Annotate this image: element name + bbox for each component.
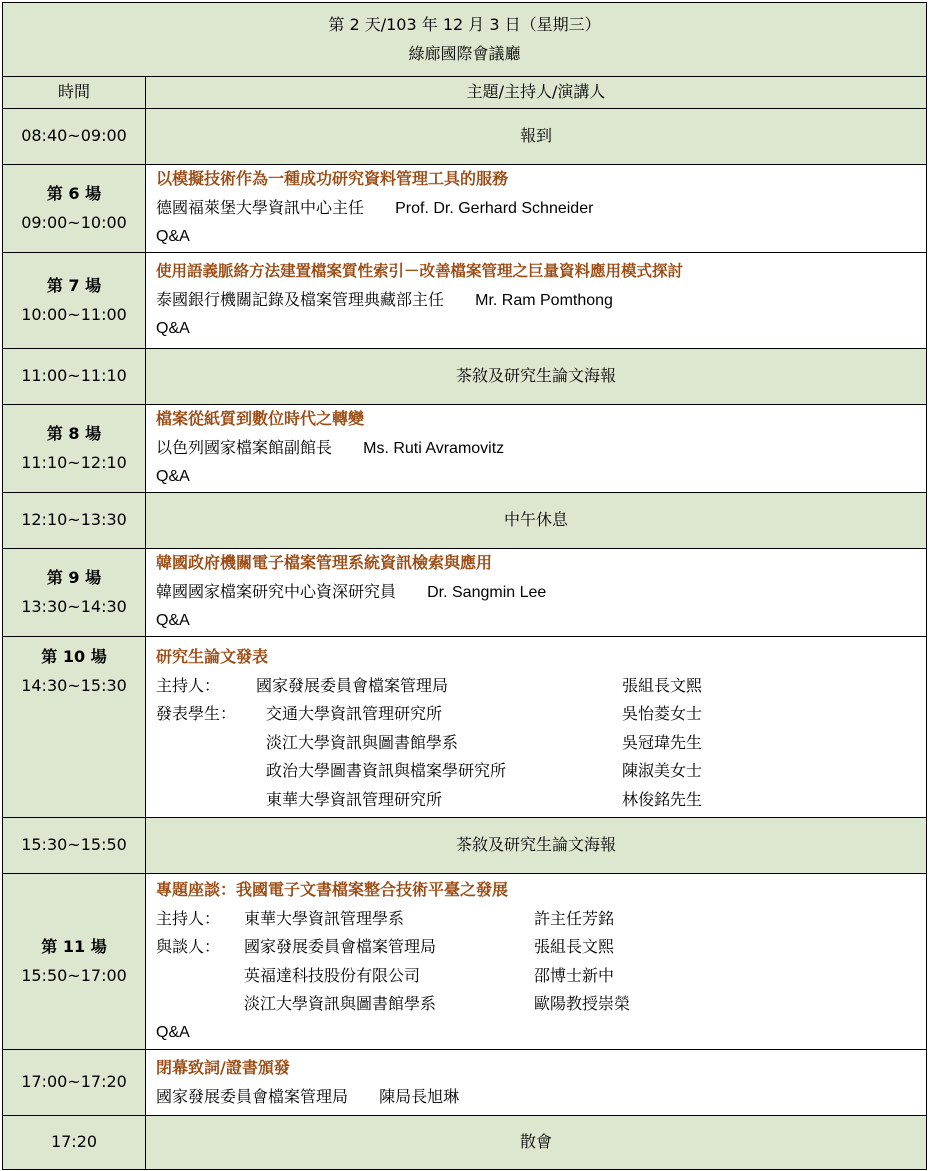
panelist-name: 張組長文熙: [534, 937, 615, 956]
closing-time: 17:00~17:20: [3, 1050, 146, 1116]
session-11-qa: Q&A: [156, 1023, 190, 1041]
session-8-qa: Q&A: [156, 468, 190, 486]
closing-speaker: [156, 1083, 926, 1112]
schedule-sheet: [2, 2, 927, 1170]
session-10-presenter-row: [156, 786, 926, 815]
row-session-10: [3, 637, 927, 818]
row-session-9: [3, 549, 927, 637]
session-11-host-name: 許主任芳銘: [534, 908, 615, 928]
session-9-speaker-name: Dr. Sangmin Lee: [427, 583, 547, 601]
row-break-1: [3, 349, 927, 405]
closing-content: [146, 1050, 927, 1116]
col-time-header: 時間: [3, 77, 146, 109]
session-9-speaker: [156, 578, 926, 608]
lunch-time: 12:10~13:30: [3, 493, 146, 549]
session-9-label: 第 9 場: [46, 568, 102, 587]
session-8-time: 11:10~12:10: [21, 452, 127, 472]
session-7-time: 10:00~11:00: [21, 304, 127, 324]
row-lunch: [3, 493, 927, 549]
presenter-name: 吳怡菱女士: [622, 704, 703, 723]
session-7-speaker: [156, 286, 926, 316]
session-10-host: [156, 672, 926, 701]
row-session-6: [3, 165, 927, 253]
presenter-org: 交通大學資訊管理研究所: [266, 704, 443, 723]
session-9-time-cell: [3, 549, 146, 637]
day-line: 第 2 天/103 年 12 月 3 日（星期三）: [328, 15, 601, 34]
session-9-content: [146, 549, 927, 637]
session-9-speaker-org: 韓國國家檔案研究中心資深研究員: [156, 581, 397, 601]
session-10-presenter-row: [156, 700, 926, 729]
row-session-11: [3, 874, 927, 1050]
presenter-org: 淡江大學資訊與圖書館學系: [266, 732, 459, 752]
panelist-name: 邵博士新中: [534, 965, 615, 985]
session-10-presenter-row: [156, 729, 926, 758]
row-session-8: [3, 405, 927, 493]
session-6-content: [146, 165, 927, 253]
session-10-time-cell: [3, 637, 146, 818]
row-session-7: [3, 253, 927, 349]
checkin-time: 08:40~09:00: [3, 109, 146, 165]
session-8-time-cell: [3, 405, 146, 493]
session-8-content: [146, 405, 927, 493]
panelist-name: 歐陽教授崇榮: [534, 994, 631, 1013]
end-time: 17:20: [3, 1116, 146, 1170]
session-8-speaker: [156, 434, 926, 464]
session-6-time: 09:00~10:00: [21, 212, 127, 232]
panelist-org: 國家發展委員會檔案管理局: [244, 937, 437, 956]
session-10-label: 第 10 場: [41, 647, 107, 666]
session-10-presenters-label: 發表學生：: [156, 704, 237, 723]
session-11-label: 第 11 場: [41, 937, 107, 956]
column-header-row: [3, 77, 927, 109]
checkin-text: 報到: [146, 109, 927, 165]
presenter-name: 吳冠瑋先生: [622, 732, 703, 752]
lunch-text: 中午休息: [146, 493, 927, 549]
session-10-presenter-row: [156, 757, 926, 786]
session-7-speaker-name: Mr. Ram Pomthong: [475, 291, 613, 309]
session-6-speaker-name: Prof. Dr. Gerhard Schneider: [395, 199, 594, 217]
session-11-content: [146, 874, 927, 1050]
row-checkin: [3, 109, 927, 165]
break-1-text: 茶敘及研究生論文海報: [146, 349, 927, 405]
presenter-org: 東華大學資訊管理研究所: [266, 789, 443, 809]
session-11-host-org: 東華大學資訊管理學系: [244, 908, 405, 928]
session-9-time: 13:30~14:30: [21, 596, 127, 616]
session-11-title: 專題座談：我國電子文書檔案整合技術平臺之發展: [156, 880, 509, 899]
presenter-org: 政治大學圖書資訊與檔案學研究所: [266, 761, 507, 780]
session-11-host-label: 主持人：: [156, 908, 221, 928]
presenter-name: 林俊銘先生: [622, 789, 703, 809]
session-7-label: 第 7 場: [46, 276, 102, 295]
break-2-text: 茶敘及研究生論文海報: [146, 818, 927, 874]
session-6-qa: Q&A: [156, 228, 190, 246]
session-11-time-cell: [3, 874, 146, 1050]
session-6-label: 第 6 場: [46, 184, 102, 203]
break-2-time: 15:30~15:50: [3, 818, 146, 874]
col-topic-header: 主題/主持人/演講人: [146, 77, 927, 109]
session-8-label: 第 8 場: [46, 424, 102, 443]
session-6-speaker-org: 德國福萊堡大學資訊中心主任: [156, 197, 365, 217]
row-end: [3, 1116, 927, 1170]
session-11-panelist-row: [156, 990, 926, 1019]
session-8-speaker-name: Ms. Ruti Avramovitz: [363, 439, 505, 457]
closing-title: 閉幕致詞/證書頒發: [156, 1058, 290, 1077]
session-6-title: 以模擬技術作為一種成功研究資料管理工具的服務: [156, 169, 509, 189]
session-11-panel-label: 與談人：: [156, 937, 221, 956]
session-10-host-label: 主持人：: [156, 675, 221, 695]
venue-line: 綠廊國際會議廳: [408, 43, 521, 63]
session-10-content: [146, 637, 927, 818]
closing-name: 陳局長旭琳: [379, 1086, 460, 1106]
session-11-host: [156, 905, 926, 934]
end-text: 散會: [146, 1116, 927, 1170]
session-7-content: [146, 253, 927, 349]
session-10-title: 研究生論文發表: [156, 647, 269, 666]
header-cell: [3, 3, 927, 77]
schedule-table: [2, 2, 927, 1170]
session-7-speaker-org: 泰國銀行機關記錄及檔案管理典藏部主任: [156, 289, 445, 309]
session-7-time-cell: [3, 253, 146, 349]
panelist-org: 淡江大學資訊與圖書館學系: [244, 994, 437, 1013]
session-11-panelist-row: [156, 933, 926, 962]
session-9-title: 韓國政府機關電子檔案管理系統資訊檢索與應用: [156, 553, 493, 573]
presenter-name: 陳淑美女士: [622, 761, 703, 780]
session-7-qa: Q&A: [156, 320, 190, 338]
session-11-time: 15:50~17:00: [21, 965, 127, 985]
session-7-title: 使用語義脈絡方法建置檔案質性索引－改善檔案管理之巨量資料應用模式探討: [156, 262, 684, 281]
session-8-speaker-org: 以色列國家檔案館副館長: [156, 437, 333, 457]
session-11-panelist-row: [156, 962, 926, 991]
session-10-time: 14:30~15:30: [21, 675, 127, 695]
closing-org: 國家發展委員會檔案管理局: [156, 1086, 349, 1106]
session-6-time-cell: [3, 165, 146, 253]
session-10-host-org: 國家發展委員會檔案管理局: [256, 675, 449, 695]
session-8-title: 檔案從紙質到數位時代之轉變: [156, 409, 365, 429]
row-break-2: [3, 818, 927, 874]
row-closing: [3, 1050, 927, 1116]
session-9-qa: Q&A: [156, 612, 190, 630]
session-10-host-name: 張組長文熙: [622, 675, 703, 695]
header-row: [3, 3, 927, 77]
session-6-speaker: [156, 194, 926, 224]
break-1-time: 11:00~11:10: [3, 349, 146, 405]
panelist-org: 英福達科技股份有限公司: [244, 965, 421, 985]
